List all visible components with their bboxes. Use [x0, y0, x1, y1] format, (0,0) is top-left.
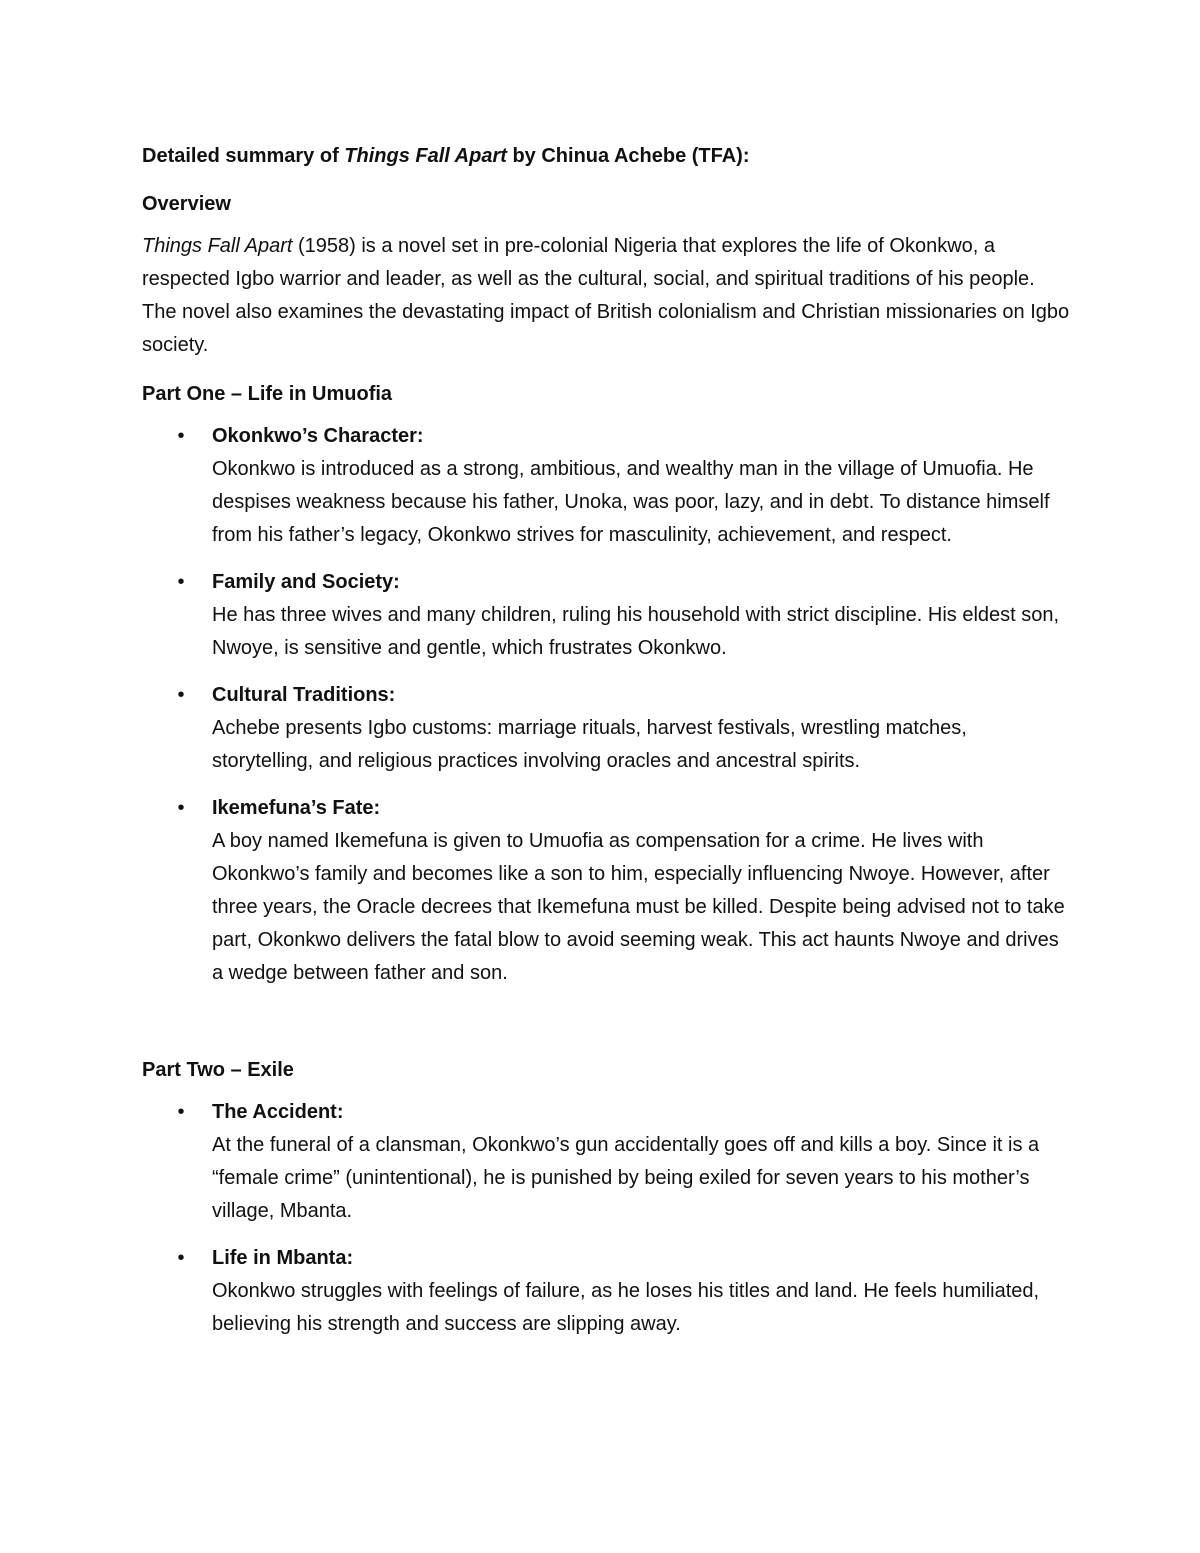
title-prefix: Detailed summary of	[142, 145, 345, 167]
bullet-body: Okonkwo struggles with feelings of failure, as he loses his titles and land. He feels humiliated, believing his strength and success are slipping away.	[212, 1280, 1040, 1335]
title-book-name: Things Fall Apart	[344, 145, 507, 167]
overview-paragraph	[142, 230, 1072, 362]
overview-book-name: Things Fall Apart	[142, 235, 293, 257]
section-spacer	[142, 1004, 1072, 1052]
overview-text: (1958) is a novel set in pre-colonial Nigeria that explores the life of Okonkwo, a respected Igbo warrior and leader, as well as the cultural, social, and spiritual traditions of his people. The novel also examines the devastating impact of British colonialism and Christian missionaries on Igbo society.	[142, 235, 1070, 356]
part-one-heading: Part One – Life in Umuofia	[142, 383, 393, 405]
bullet-heading: The Accident:	[212, 1101, 344, 1123]
bullet-body: Achebe presents Igbo customs: marriage rituals, harvest festivals, wrestling matches, storytelling, and religious practices involving oracles and ancestral spirits.	[212, 717, 967, 772]
bullet-body: He has three wives and many children, ruling his household with strict discipline. His eldest son, Nwoye, is sensitive and gentle, which frustrates Okonkwo.	[212, 604, 1060, 659]
part-one-list	[142, 420, 1072, 990]
bullet-heading: Family and Society:	[212, 571, 400, 593]
list-item	[142, 1096, 1072, 1228]
part-two-heading: Part Two – Exile	[142, 1059, 294, 1081]
document-title	[142, 138, 1072, 174]
title-suffix: by Chinua Achebe (TFA):	[506, 145, 750, 167]
list-item	[142, 420, 1072, 552]
bullet-body: Okonkwo is introduced as a strong, ambitious, and wealthy man in the village of Umuofia. He despises weakness because his father, Unoka, was poor, lazy, and in debt. To distance himself from his father’s legacy, Okonkwo strives for masculinity, achievement, and respect.	[212, 458, 1050, 546]
document-page	[142, 138, 1072, 1355]
bullet-icon: •	[177, 1101, 185, 1123]
bullet-icon: •	[177, 425, 185, 447]
bullet-heading: Ikemefuna’s Fate:	[212, 797, 381, 819]
bullet-body: A boy named Ikemefuna is given to Umuofia as compensation for a crime. He lives with Okonkwo’s family and becomes like a son to him, especially influencing Nwoye. However, after three years, the Oracle decrees that Ikemefuna must be killed. Despite being advised not to take part, Okonkwo delivers the fatal blow to avoid seeming weak. This act haunts Nwoye and drives a wedge between father and son.	[212, 830, 1065, 984]
overview-heading: Overview	[142, 193, 231, 215]
list-item	[142, 679, 1072, 778]
list-item	[142, 1242, 1072, 1341]
bullet-icon: •	[177, 684, 185, 706]
list-item	[142, 792, 1072, 990]
bullet-icon: •	[177, 571, 185, 593]
bullet-body: At the funeral of a clansman, Okonkwo’s gun accidentally goes off and kills a boy. Since it is a “female crime” (unintentional), he is punished by being exiled for seven years to his mother’s village, Mbanta.	[212, 1134, 1040, 1222]
bullet-icon: •	[177, 797, 185, 819]
part-two-list	[142, 1096, 1072, 1341]
list-item	[142, 566, 1072, 665]
bullet-heading: Cultural Traditions:	[212, 684, 396, 706]
bullet-heading: Okonkwo’s Character:	[212, 425, 424, 447]
bullet-heading: Life in Mbanta:	[212, 1247, 354, 1269]
bullet-icon: •	[177, 1247, 185, 1269]
